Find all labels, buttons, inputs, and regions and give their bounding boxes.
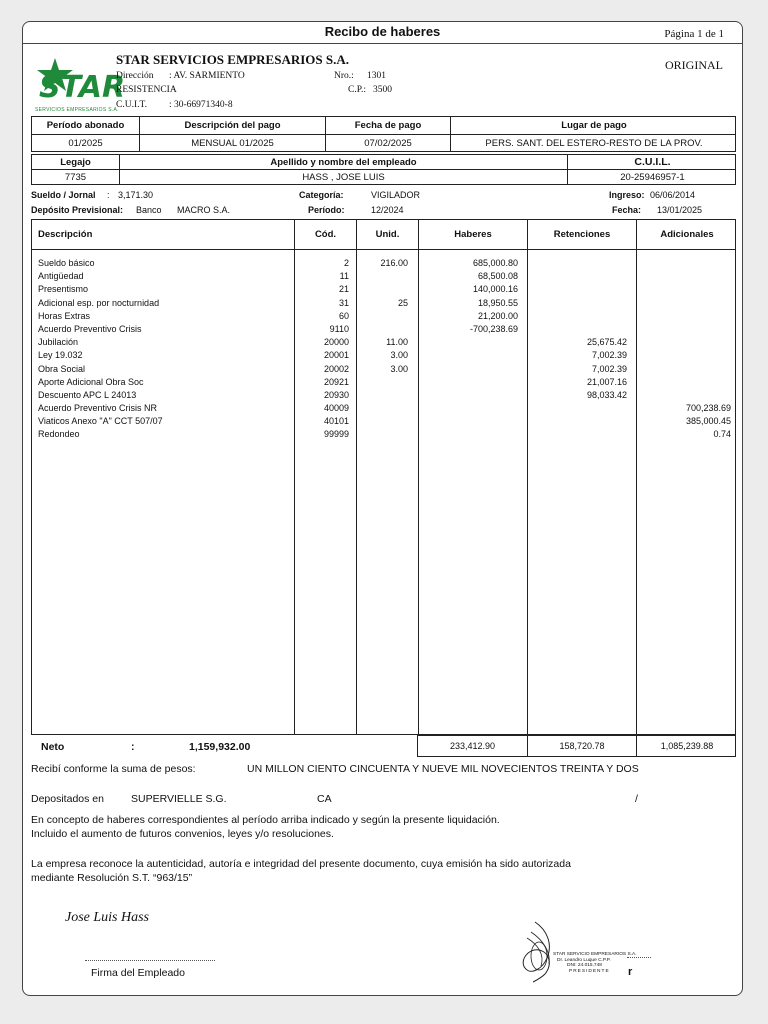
categoria-label: Categoría:: [299, 190, 344, 200]
cuit-value: : 30-66971340-8: [169, 100, 233, 110]
cuil-header: C.U.I.L.: [567, 155, 737, 169]
logo-subtext: SERVICIOS EMPRESARIOS S.A.: [35, 107, 119, 113]
cuit-label: C.U.I.T.: [116, 100, 147, 110]
fecha-value: 13/01/2025: [657, 205, 703, 215]
detail-header-row: [32, 220, 735, 250]
row-code: 20002: [323, 363, 349, 374]
row-code: 20921: [323, 376, 349, 387]
row-retenciones: 21,007.16: [586, 376, 627, 387]
period-header-row: [32, 117, 735, 135]
table-row: [32, 271, 735, 284]
col-haberes: Haberes: [418, 220, 527, 249]
row-haberes: 140,000.16: [472, 284, 518, 295]
row-adicionales: 700,238.69: [685, 403, 731, 414]
deposito-label: Depósito Previsional:: [31, 205, 124, 215]
firma-label: Firma del Empleado: [91, 967, 185, 979]
total-adicionales: 1,085,239.88: [636, 736, 737, 756]
table-row: [32, 258, 735, 271]
col-descripcion: Descripción: [38, 229, 93, 240]
row-code: 60: [338, 310, 349, 321]
employee-signature: Jose Luis Hass: [65, 910, 150, 925]
payment-date-value: 07/02/2025: [325, 135, 450, 151]
row-units: 3.00: [390, 350, 408, 361]
table-row: [32, 337, 735, 350]
row-description: Aporte Adicional Obra Soc: [38, 376, 144, 387]
payment-place-header: Lugar de pago: [450, 117, 737, 134]
period-table: [31, 116, 736, 152]
total-haberes: 233,412.90: [449, 741, 496, 751]
row-description: Redondeo: [38, 429, 80, 440]
logo-wordmark: STAR: [39, 70, 126, 105]
row-code: 20930: [323, 389, 349, 400]
description-value: MENSUAL 01/2025: [139, 135, 325, 151]
table-row: [32, 350, 735, 363]
row-retenciones: 7,002.39: [591, 350, 627, 361]
row-code: 40101: [323, 416, 349, 427]
row-description: Viaticos Anexo "A" CCT 507/07: [38, 416, 163, 427]
neto-label: Neto: [41, 741, 65, 753]
cuil-value: 20-25946957-1: [567, 170, 737, 184]
row-description: Acuerdo Preventivo Crisis NR: [38, 403, 158, 414]
company-name: STAR SERVICIOS EMPRESARIOS S.A.: [116, 52, 349, 67]
row-haberes: -700,238.69: [469, 323, 518, 334]
row-description: Presentismo: [38, 284, 89, 295]
table-row: [32, 403, 735, 416]
table-row: [32, 311, 735, 324]
ingreso-label: Ingreso:: [609, 190, 645, 200]
table-row: [32, 429, 735, 442]
page-number: Página 1 de 1: [664, 28, 724, 40]
recibi-label: Recibí conforme la suma de pesos:: [31, 763, 196, 775]
row-code: 2: [343, 258, 349, 268]
row-description: Horas Extras: [38, 310, 91, 321]
row-code: 20000: [323, 337, 349, 348]
row-description: Acuerdo Preventivo Crisis: [38, 323, 142, 334]
table-row: [32, 284, 735, 297]
row-description: Ley 19.032: [38, 350, 83, 361]
stamp-line-3: DNI: 24.015.748: [567, 963, 602, 968]
row-code: 20001: [323, 350, 349, 361]
row-code: 31: [338, 297, 349, 308]
city: RESISTENCIA: [116, 85, 177, 95]
row-code: 40009: [323, 403, 349, 414]
depositados-slash: /: [635, 793, 638, 805]
row-description: Descuento APC L 24013: [38, 389, 137, 400]
signature-line: [85, 960, 215, 961]
employee-name-header: Apellido y nombre del empleado: [119, 155, 567, 169]
periodo-label: Período:: [308, 205, 345, 215]
stamp-line-2: Dr. Leandro Luque C.P.P.: [557, 957, 611, 963]
employee-name-value: HASS , JOSE LUIS: [119, 170, 567, 184]
row-units: 25: [397, 297, 408, 308]
description-header: Descripción del pago: [139, 117, 325, 134]
row-code: 99999: [323, 429, 349, 440]
detail-rows: [32, 258, 735, 443]
employee-value-row: [32, 170, 735, 184]
legajo-value: 7735: [64, 171, 87, 183]
row-units: 11.00: [386, 337, 408, 348]
table-row: [32, 364, 735, 377]
concepto-line-1: En concepto de haberes correspondientes al período arriba indicado y según la presente liquidación.: [31, 814, 500, 826]
sueldo-sep: :: [107, 190, 110, 200]
star-logo-icon: [35, 56, 126, 105]
row-description: Obra Social: [38, 363, 86, 374]
row-retenciones: 7,002.39: [591, 363, 627, 374]
row-retenciones: 25,675.42: [586, 337, 627, 348]
row-haberes: 68,500.08: [477, 271, 518, 282]
periodo-value: 12/2024: [371, 205, 404, 215]
nro-value: 1301: [367, 71, 386, 81]
total-retenciones: 158,720.78: [527, 736, 636, 756]
depositados-bank: SUPERVIELLE S.G.: [131, 793, 227, 805]
row-units: 216.00: [380, 258, 408, 268]
receipt-page: [22, 21, 743, 996]
payment-date-header: Fecha de pago: [325, 117, 450, 134]
row-haberes: 685,000.80: [472, 258, 518, 268]
row-adicionales: 385,000.45: [685, 416, 731, 427]
depositados-label: Depositados en: [31, 793, 104, 805]
stamp-line-4: PRESIDENTE: [569, 968, 610, 974]
neto-value: 1,159,932.00: [189, 741, 251, 753]
table-row: [32, 324, 735, 337]
empresa-line-1: La empresa reconoce la autenticidad, autoría e integridad del presente documento, cuya emisión ha sido autorizada: [31, 858, 571, 870]
employee-table: [31, 154, 736, 185]
row-units: 3.00: [390, 363, 408, 374]
direccion-label: Dirección: [116, 71, 154, 81]
col-cod: Cód.: [294, 220, 356, 249]
row-description: Adicional esp. por nocturnidad: [38, 297, 160, 308]
categoria-value: VIGILADOR: [371, 190, 421, 200]
depositados-type: CA: [317, 793, 332, 805]
period-value: 01/2025: [68, 137, 103, 149]
sueldo-value: 3,171.30: [118, 190, 154, 200]
nro-label: Nro.:: [334, 71, 354, 81]
row-description: Antigüedad: [38, 271, 84, 282]
banco-value: MACRO S.A.: [177, 205, 231, 215]
company-logo: [35, 56, 126, 113]
banco-label: Banco: [136, 205, 162, 215]
row-code: 21: [338, 284, 349, 295]
receipt-title: Recibo de haberes: [324, 24, 441, 39]
col-retenciones: Retenciones: [527, 220, 636, 249]
totals-box: [417, 735, 736, 757]
col-unid: Unid.: [356, 220, 418, 249]
row-description: Jubilación: [38, 337, 79, 348]
row-haberes: 21,200.00: [477, 310, 518, 321]
row-code: 9110: [329, 323, 349, 334]
table-row: [32, 416, 735, 429]
recibi-amount-words: UN MILLON CIENTO CINCUENTA Y NUEVE MIL NOVECIENTOS TREINTA Y DOS: [247, 763, 639, 775]
period-header: Período abonado: [46, 120, 125, 131]
president-signature-icon: [517, 918, 567, 984]
fecha-label: Fecha:: [612, 205, 642, 215]
cp-value: 3500: [373, 85, 392, 95]
empresa-line-2: mediante Resolución S.T. “963/15”: [31, 872, 193, 884]
payment-place-value: PERS. SANT. DEL ESTERO-RESTO DE LA PROV.: [450, 135, 737, 151]
copy-label: ORIGINAL: [665, 58, 723, 72]
stamp-line-1: STAR SERVICIO EMPRESARIOS S.A.: [553, 952, 637, 957]
table-row: [32, 377, 735, 390]
row-haberes: 18,950.55: [477, 297, 518, 308]
company-stamp: [553, 952, 637, 974]
col-adicionales: Adicionales: [636, 220, 737, 249]
detail-table: [31, 219, 736, 735]
direccion-value: : AV. SARMIENTO: [169, 71, 245, 81]
period-value-row: [32, 135, 735, 151]
row-adicionales: 0.74: [713, 429, 731, 440]
table-row: [32, 298, 735, 311]
legajo-header: Legajo: [60, 156, 91, 168]
employee-header-row: [32, 155, 735, 170]
table-row: [32, 390, 735, 403]
ingreso-value: 06/06/2014: [650, 190, 696, 200]
concepto-line-2: Incluido el aumento de futuros convenios, leyes y/o resoluciones.: [31, 828, 334, 840]
row-retenciones: 98,033.42: [586, 389, 627, 400]
sueldo-label: Sueldo / Jornal: [31, 190, 96, 200]
stamp-mark: r: [628, 966, 633, 978]
neto-sep: :: [131, 741, 135, 753]
stamp-dotted-line: [627, 957, 651, 958]
cp-label: C.P.:: [348, 85, 366, 95]
row-code: 11: [339, 271, 349, 282]
row-description: Sueldo básico: [38, 258, 95, 268]
header-divider: [23, 43, 742, 44]
